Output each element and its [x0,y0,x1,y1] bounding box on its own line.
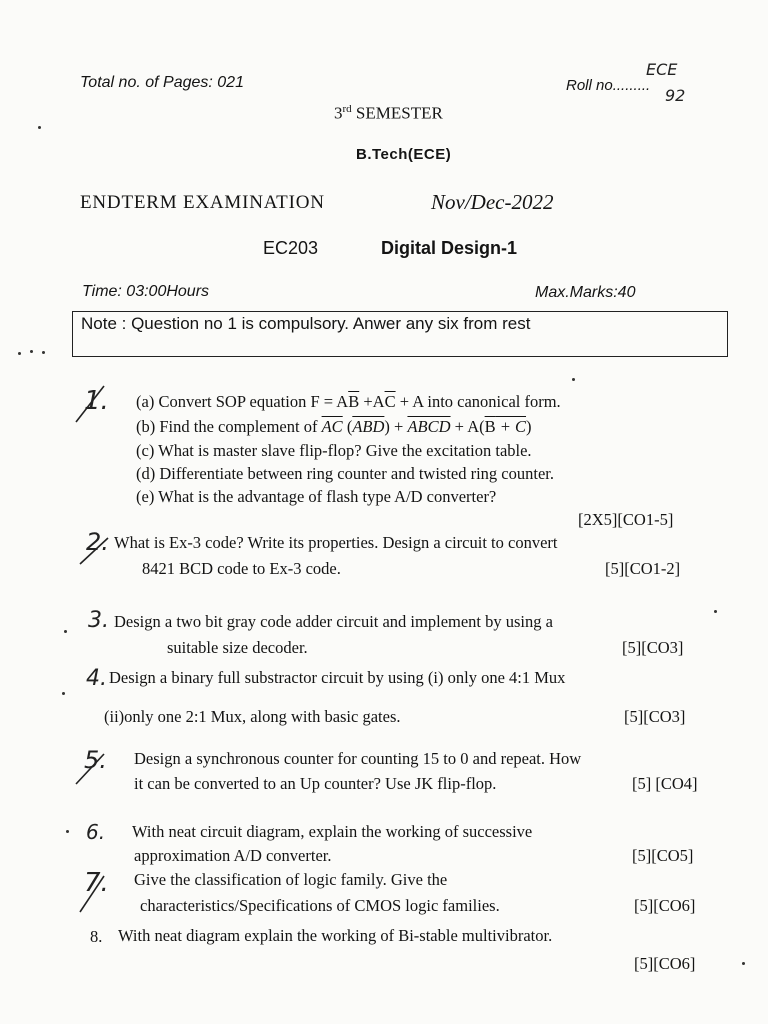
q5-number: 5. [84,746,107,774]
q2-marks: [5][CO1-2] [605,559,681,578]
course-name: Digital Design-1 [381,238,518,258]
q3-line1: Design a two bit gray code adder circuit and implement by using a [114,612,553,631]
course-code: EC203 [263,238,319,258]
q5-line1: Design a synchronous counter for counting 15 to 0 and repeat. How [134,749,582,768]
q1d: (d) Differentiate between ring counter and twisted ring counter. [136,464,555,483]
q3-marks: [5][CO3] [622,638,684,657]
q8-number: 8. [90,927,103,946]
q4-line1: Design a binary full substractor circuit by using (i) only one 4:1 Mux [109,668,566,687]
q6-number: 6. [86,820,106,844]
exam-session: Nov/Dec-2022 [431,190,554,214]
tick-mark-q1 [70,380,110,430]
q2-line1: What is Ex-3 code? Write its properties. Design a circuit to convert [114,533,558,552]
q4-marks: [5][CO3] [624,707,686,726]
roll-no-handwritten-bottom: 92 [665,86,686,105]
roll-no-label: Roll no......... [566,77,651,94]
q1e: (e) What is the advantage of flash type A/D converter? [136,487,497,506]
program: B.Tech(ECE) [356,146,452,163]
q4-line2: (ii)only one 2:1 Mux, along with basic gates. [104,707,401,726]
scan-speck [42,351,45,354]
q7-marks: [5][CO6] [634,896,696,915]
scan-speck [18,352,21,355]
q3-line2: suitable size decoder. [167,638,308,657]
q2-number: 2. [86,528,109,556]
scan-speck [714,610,717,613]
exam-title: ENDTERM EXAMINATION [80,192,325,213]
note-text: Note : Question no 1 is compulsory. Anwer any six from rest [81,314,531,333]
scan-speck [572,378,575,381]
q7-line1: Give the classification of logic family. Give the [134,870,448,889]
q1a: (a) Convert SOP equation $F = A\overline{B} +A\overline{C} + A$ into canonical form. [136,392,561,411]
q1-marks: [2X5][CO1-5] [578,510,674,529]
q7-number: 7. [84,868,109,898]
scan-speck [30,350,33,353]
q1-number: 1. [84,386,109,416]
q5-marks: [5] [CO4] [632,774,698,793]
q2-line2: 8421 BCD code to Ex-3 code. [142,559,341,578]
q8-marks: [5][CO6] [634,954,696,973]
q6-marks: [5][CO5] [632,846,694,865]
tick-mark-q7 [72,870,112,916]
q3-number: 3. [88,608,109,633]
semester: 3rd SEMESTER [334,103,443,123]
scan-speck [62,692,65,695]
scan-speck [38,126,41,129]
q1b: (b) Find the complement of $\overline{AC}$ $(\overline{ABD})$ + ABCD + A(B + C) [136,417,532,436]
tick-mark-q2 [74,530,114,570]
scan-speck [66,830,69,833]
scan-speck [742,962,745,965]
tick-mark-q5 [70,748,110,788]
max-marks: Max.Marks:40 [535,284,636,301]
scan-speck [64,630,67,633]
q6-line2: approximation A/D converter. [134,846,332,865]
time: Time: 03:00Hours [82,283,210,300]
q6-line1: With neat circuit diagram, explain the working of successive [132,822,533,841]
q7-line2: characteristics/Specifications of CMOS logic families. [140,896,500,915]
total-pages: Total no. of Pages: 021 [80,74,244,91]
q1c: (c) What is master slave flip-flop? Give the excitation table. [136,441,532,460]
roll-no-handwritten-top: ECE [646,60,678,79]
q8-line1: With neat diagram explain the working of Bi-stable multivibrator. [118,926,553,945]
q5-line2: it can be converted to an Up counter? Use JK flip-flop. [134,774,497,793]
q4-number: 4. [86,666,107,691]
